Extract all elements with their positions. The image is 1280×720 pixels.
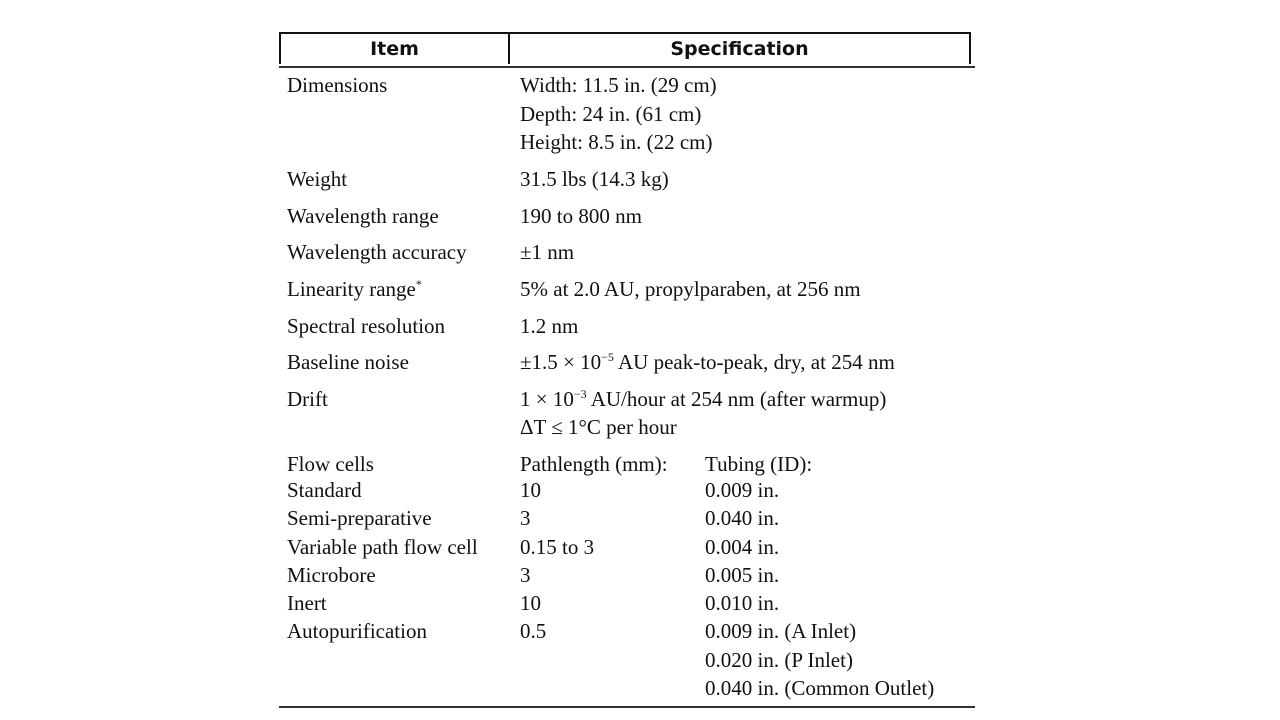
drift-line2: ΔT ≤ 1°C per hour xyxy=(520,415,677,439)
extra-tubing: 0.040 in. (Common Outlet) xyxy=(705,676,935,700)
dimensions-width: Width: 11.5 in. (29 cm) xyxy=(520,73,717,97)
flow-cell-pathlength: 3 xyxy=(520,563,531,587)
dimensions-depth: Depth: 24 in. (61 cm) xyxy=(520,102,702,126)
flow-cell-pathlength: 10 xyxy=(520,478,541,502)
weight-value: 31.5 lbs (14.3 kg) xyxy=(520,167,669,191)
wavelength-range-label: Wavelength range xyxy=(287,204,439,228)
flow-cell-tubing: 0.009 in. (A Inlet) xyxy=(705,619,857,643)
baseline-noise-post: AU peak-to-peak, dry, at 254 nm xyxy=(613,350,895,374)
baseline-noise-exp: −5 xyxy=(601,350,614,364)
linearity-range-value: 5% at 2.0 AU, propylparaben, at 256 nm xyxy=(520,277,861,301)
extra-tubing: 0.020 in. (P Inlet) xyxy=(705,648,853,672)
header-specification: Specification xyxy=(670,38,809,60)
wavelength-range-value: 190 to 800 nm xyxy=(520,204,642,228)
drift-post: AU/hour at 254 nm (after warmup) xyxy=(586,387,887,411)
drift-value xyxy=(520,385,886,413)
header-item: Item xyxy=(281,34,510,64)
spectral-resolution-value: 1.2 nm xyxy=(520,314,579,338)
table-header xyxy=(279,32,971,64)
flow-cell-name: Variable path flow cell xyxy=(287,535,478,559)
drift-label: Drift xyxy=(287,387,328,411)
flow-cell-name: Microbore xyxy=(287,563,376,587)
drift-pre: 1 × 10 xyxy=(520,387,574,411)
tubing-header: Tubing (ID): xyxy=(705,452,813,476)
linearity-range-label-row xyxy=(287,275,422,303)
flow-cell-pathlength: 0.5 xyxy=(520,619,547,643)
weight-label: Weight xyxy=(287,167,348,191)
flow-cell-tubing: 0.010 in. xyxy=(705,591,780,615)
flow-cell-name: Inert xyxy=(287,591,327,615)
flow-cell-name: Semi-preparative xyxy=(287,506,432,530)
table-bottom-rule xyxy=(279,706,975,708)
drift-exp: −3 xyxy=(573,387,587,401)
wavelength-accuracy-value: ±1 nm xyxy=(520,240,575,264)
flow-cell-pathlength: 10 xyxy=(520,591,541,615)
flow-cells-label: Flow cells xyxy=(287,452,374,476)
flow-cell-tubing: 0.004 in. xyxy=(705,535,780,559)
flow-cell-tubing: 0.005 in. xyxy=(705,563,780,587)
flow-cell-pathlength: 0.15 to 3 xyxy=(520,535,595,559)
flow-cell-name: Standard xyxy=(287,478,362,502)
header-rule xyxy=(279,66,975,68)
wavelength-accuracy-label: Wavelength accuracy xyxy=(287,240,467,264)
baseline-noise-value xyxy=(520,348,895,376)
baseline-noise-pre: ±1.5 × 10 xyxy=(520,350,602,374)
flow-cell-pathlength: 3 xyxy=(520,506,531,530)
pathlength-header: Pathlength (mm): xyxy=(520,452,668,476)
flow-cell-tubing: 0.040 in. xyxy=(705,506,780,530)
linearity-range-label: Linearity range xyxy=(287,277,416,301)
linearity-range-note: * xyxy=(415,277,422,291)
dimensions-label: Dimensions xyxy=(287,73,388,97)
flow-cell-name: Autopurification xyxy=(287,619,427,643)
baseline-noise-label: Baseline noise xyxy=(287,350,409,374)
flow-cell-tubing: 0.009 in. xyxy=(705,478,780,502)
dimensions-height: Height: 8.5 in. (22 cm) xyxy=(520,130,713,154)
spectral-resolution-label: Spectral resolution xyxy=(287,314,446,338)
